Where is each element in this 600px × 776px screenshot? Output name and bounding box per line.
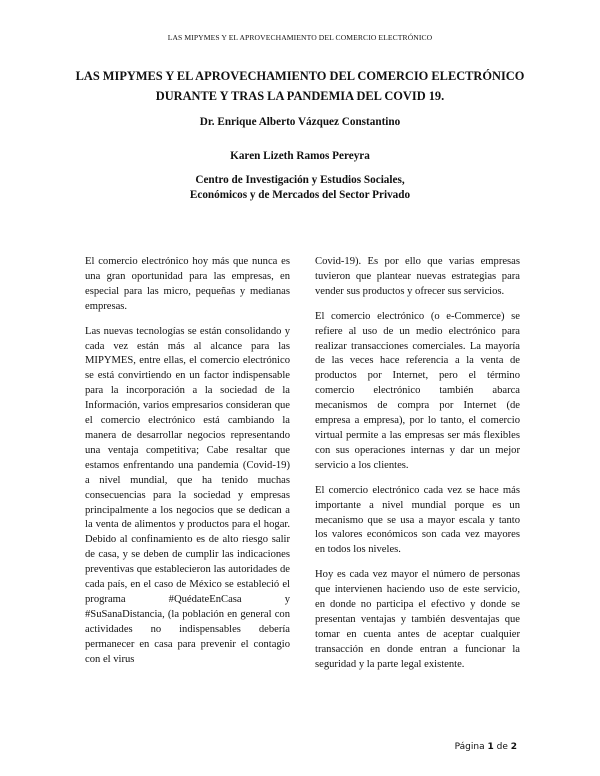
page-of: de xyxy=(496,742,508,752)
affiliation-line-2: Económicos y de Mercados del Sector Privado xyxy=(189,189,411,201)
article-title xyxy=(60,66,540,106)
running-header: LAS MIPYMES Y EL APROVECHAMIENTO DEL COMERCIO ELECTRÓNICO xyxy=(167,33,433,42)
right-column xyxy=(315,255,520,683)
paragraph: Covid-19). Es por ello que varias empresas tuvieron que plantear nuevas estrategias para vender sus productos y ofrecer sus servicios. xyxy=(315,256,520,297)
paragraph: El comercio electrónico cada vez se hace más importante a nivel mundial porque es un mecanismo que se usa a mayor escala y tanto los valores económicos son cada vez mayores en todos los niveles. xyxy=(315,484,520,556)
affiliation-line-1: Centro de Investigación y Estudios Sociales, xyxy=(195,174,405,186)
paragraph: Hoy es cada vez mayor el número de personas que intervienen haciendo uso de este servicio, en donde no participa el efectivo y donde se presentan ventajas y también desventajas que tomar en cuenta antes de aceptar cualquier transacción en donde entran a funcionar la seguridad y la parte legal existente. xyxy=(315,569,520,670)
page-current: 1 xyxy=(487,742,494,752)
page-number xyxy=(455,742,517,752)
article-title-line-2: DURANTE Y TRAS LA PANDEMIA DEL COVID 19. xyxy=(155,89,445,103)
article-title-line-1: LAS MIPYMES Y EL APROVECHAMIENTO DEL COMERCIO ELECTRÓNICO xyxy=(75,69,525,83)
page-word: Página xyxy=(454,742,485,752)
paragraph: Las nuevas tecnologías se están consolidando y cada vez están más al alcance para las MIPYMES, entre ellas, el comercio electrónico se está convirtiendo en un factor indispensable para la incorporación a la sociedad de la Información, varios empresarios consideran que el comercio electrónico está cambiando la manera de desarrollar negocios representando una ventaja competitiva; Cabe resaltar que estamos enfrentando una pandemia (Covid-19) a nivel mundial, que ha tenido muchas consecuencias para la sociedad y empresas principalmente a los negocios que se dedican a la venta de alimentos y productos para el hogar. Debido al confinamiento es de alto riesgo salir de casa, y se deben de cumplir las indicaciones preventivas que establecieron las autoridades de cada país, en el caso de México se estableció el programa #QuédateEnCasa y #SuSanaDistancia, (la población en general con actividades no indispensables debería permanecer en casa para prevenir el contagio con el virus xyxy=(85,325,290,665)
affiliation xyxy=(0,173,600,203)
paragraph: El comercio electrónico hoy más que nunca es una gran oportunidad para las empresas, en especial para las micro, pequeñas y medianas empresas. xyxy=(85,256,290,312)
page-total: 2 xyxy=(510,742,517,752)
author-name-2: Karen Lizeth Ramos Pereyra xyxy=(230,150,370,162)
author-name-1: Dr. Enrique Alberto Vázquez Constantino xyxy=(199,116,401,128)
left-column xyxy=(85,255,290,677)
paragraph: El comercio electrónico (o e-Commerce) se refiere al uso de un medio electrónico para realizar transacciones comerciales. La mayoría de las veces hace referencia a la venta de productos por Internet, pero el término comercio electrónico también abarca mecanismos de compra por Internet (de empresa a empresa), por lo tanto, el comercio virtual permite a las empresas ser más flexibles con sus operaciones internas y dar un mejor servicio a los clientes. xyxy=(315,310,520,471)
